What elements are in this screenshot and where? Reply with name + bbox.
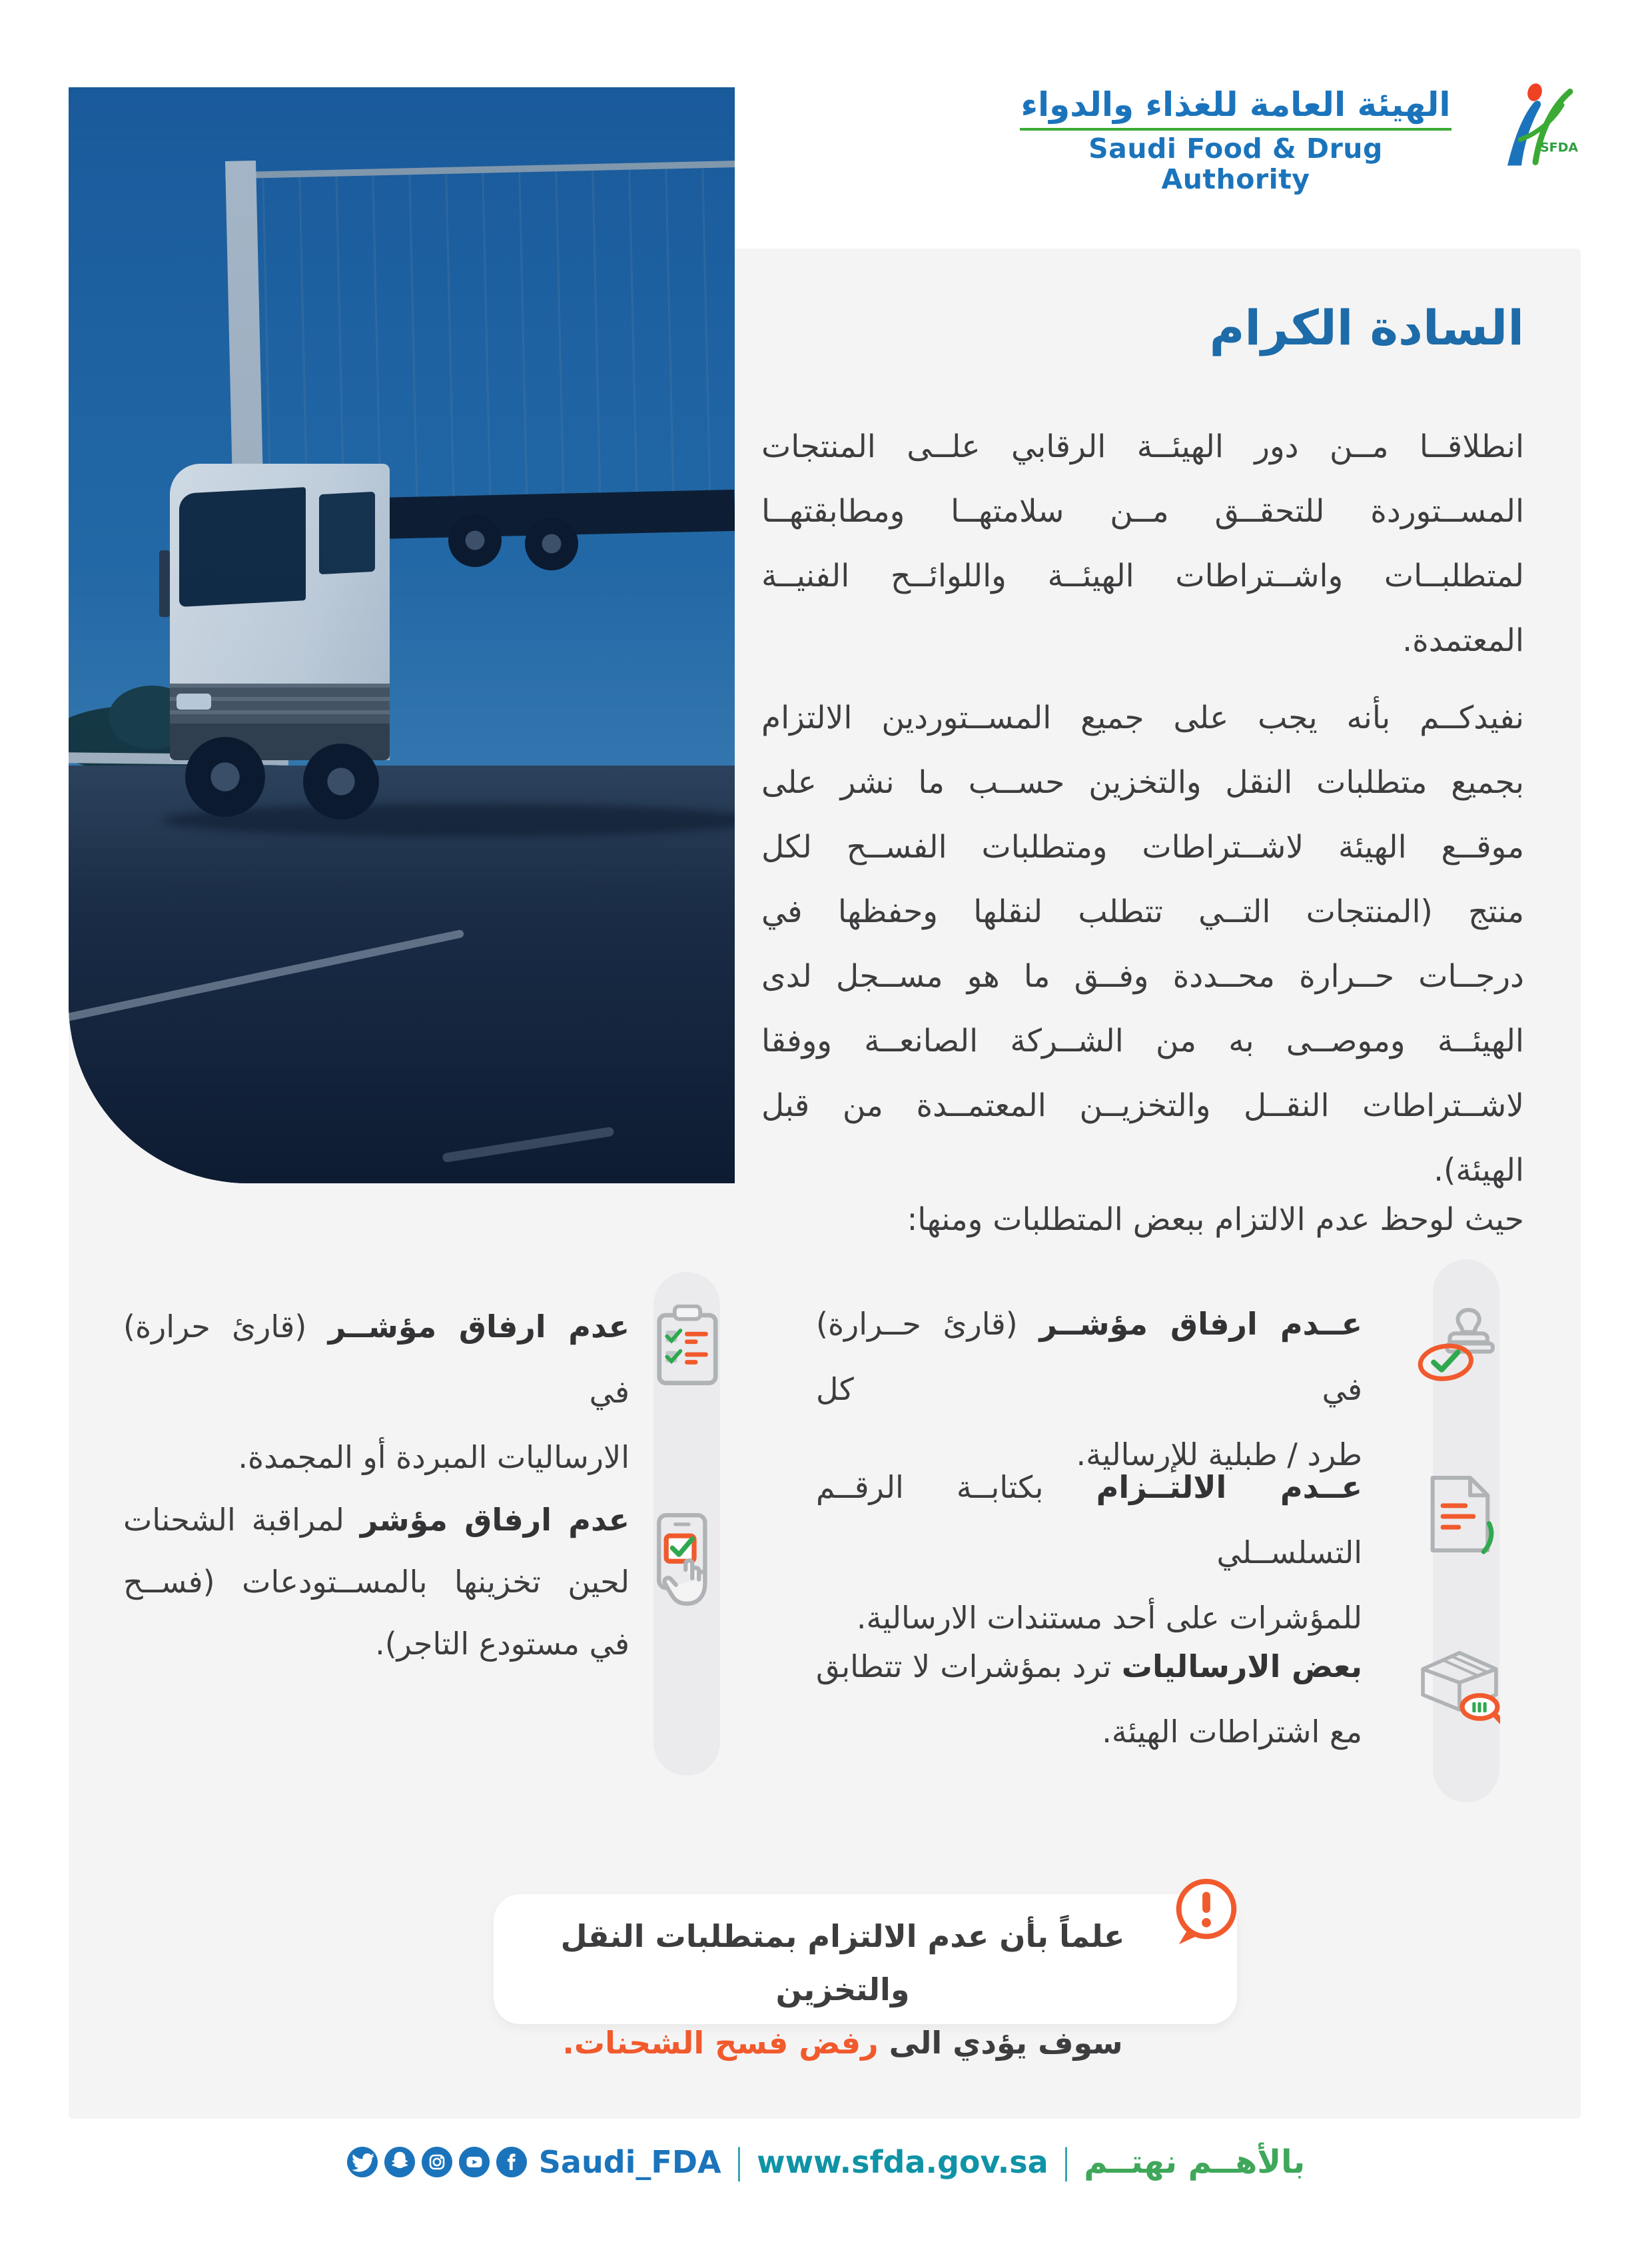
clipboard-checklist-icon (655, 1305, 719, 1389)
snapchat-icon[interactable] (384, 2147, 415, 2177)
document-indicators-icon (1424, 1472, 1499, 1556)
violation-line (816, 1291, 1362, 1422)
violation-line (123, 1489, 629, 1551)
logo-mark-label: SFDA (1540, 140, 1579, 155)
violation-rest: لمراقبة الشحنات (123, 1502, 344, 1538)
paragraph-line: الهيئــة وموصــى به من الشــركة الصانعــة ووفقا (761, 1023, 1524, 1059)
paragraph-line: منتج (المنتجات التــي تتطلب لنقلها وحفظها في (761, 893, 1524, 930)
website-link[interactable]: www.sfda.gov.sa (757, 2144, 1048, 2180)
warning-line-2-prefix: سوف يؤدي الى (878, 2025, 1123, 2061)
blue-tint-overlay (69, 87, 735, 1183)
paragraph-line: درجــات حــرارة محــددة وفــق ما هو مســجل لدى (761, 958, 1524, 995)
violation-item (123, 1294, 629, 1490)
facebook-icon[interactable] (496, 2147, 527, 2177)
warning-text (526, 1910, 1159, 2069)
box-inspection-icon (1419, 1647, 1500, 1726)
violation-item (816, 1634, 1362, 1764)
paragraph-line: انطلاقــا مــن دور الهيئــة الرقابي علــى المنتجات (761, 428, 1524, 465)
violation-item (816, 1454, 1362, 1650)
violation-rest: بكتابــة الرقــم التسلســلي (816, 1469, 1362, 1570)
violation-line (123, 1294, 629, 1424)
footer (0, 2139, 1652, 2185)
violation-rest: (قارئ حــرارة) في كل (816, 1306, 1362, 1407)
social-handle[interactable]: Saudi_FDA (538, 2144, 721, 2180)
violation-line: لحين تخزينها بالمســتودعات (فســح (123, 1564, 629, 1600)
footer-separator: | (1060, 2142, 1072, 2182)
footer-slogan: بالأهــم نهتــم (1084, 2143, 1306, 2181)
paragraph-line: الهيئة). (1434, 1152, 1524, 1189)
page-title: السادة الكرام (1209, 300, 1524, 356)
warning-exclamation-icon (1166, 1874, 1244, 1952)
violation-line (816, 1454, 1362, 1585)
violation-line: مع اشتراطات الهيئة. (1102, 1714, 1362, 1750)
twitter-icon[interactable] (347, 2147, 378, 2177)
warning-highlight: رفض فسح الشحنات. (562, 2025, 879, 2061)
paragraph-line: نفيدكــم بأنه يجب على جميع المســتوردين الالتزام (761, 700, 1524, 736)
instagram-icon[interactable] (422, 2147, 452, 2177)
paragraph-line: بجميع متطلبات النقل والتخزين حســب ما نشر على (761, 764, 1524, 801)
youtube-icon[interactable] (459, 2147, 490, 2177)
violation-rest: (قارئ حرارة) في (123, 1309, 629, 1410)
violation-bold: عــدم ارفاق مؤشــر (1039, 1306, 1362, 1342)
violation-bold: عدم ارفاق مؤشــر (328, 1309, 630, 1345)
violations-intro: حيث لوحظ عدم الالتزام ببعض المتطلبات ومنها: (907, 1201, 1524, 1238)
paragraph-2 (761, 686, 1524, 1203)
warning-line-2 (526, 2016, 1159, 2069)
hand-phone-icon (654, 1507, 721, 1619)
stamp-check-icon (1418, 1303, 1501, 1387)
paragraph-1 (761, 414, 1524, 673)
warning-line-1: علماً بأن عدم الالتزام بمتطلبات النقل والتخزين (560, 1918, 1125, 2007)
logo-english-name: Saudi Food & Drug Authority (1088, 133, 1383, 195)
paragraph-line: موقــع الهيئة لاشــتراطات ومتطلبات الفســح لكل (761, 829, 1524, 865)
violation-bold: عدم ارفاق مؤشر (360, 1502, 630, 1538)
violation-bold: عــدم الالتــزام (1096, 1469, 1363, 1505)
footer-separator: | (733, 2142, 745, 2182)
violation-rest: ترد بمؤشرات لا تتطابق (816, 1648, 1112, 1684)
violation-bold: بعض الارساليات (1121, 1648, 1362, 1684)
logo-divider (1020, 128, 1451, 131)
violation-line (816, 1634, 1362, 1699)
sfda-logo-text (1020, 85, 1451, 195)
paragraph-line: لمتطلبــات واشــتراطات الهيئــة واللوائــح الفنيــة (761, 558, 1524, 594)
violation-line: الارساليات المبردة أو المجمدة. (238, 1439, 629, 1475)
violation-line: للمؤشرات على أحد مستندات الارسالية. (856, 1600, 1362, 1636)
sfda-logo-mark-icon (1470, 81, 1583, 167)
paragraph-line: لاشــتراطات النقــل والتخزيــن المعتمــدة من قبل (761, 1087, 1524, 1124)
violation-line: في مستودع التاجر). (375, 1626, 629, 1662)
paragraph-line: المســتوردة للتحقــق مــن سلامتهــا ومطابقتهــا (761, 493, 1524, 530)
logo-arabic-name: الهيئة العامة للغذاء والدواء (1021, 85, 1451, 124)
violation-line: طرد / طبلية للإرسالية. (1076, 1436, 1362, 1472)
paragraph-line: المعتمدة. (1402, 622, 1524, 659)
social-icons (347, 2147, 527, 2177)
truck-photo (69, 87, 735, 1183)
violation-item (123, 1489, 629, 1675)
